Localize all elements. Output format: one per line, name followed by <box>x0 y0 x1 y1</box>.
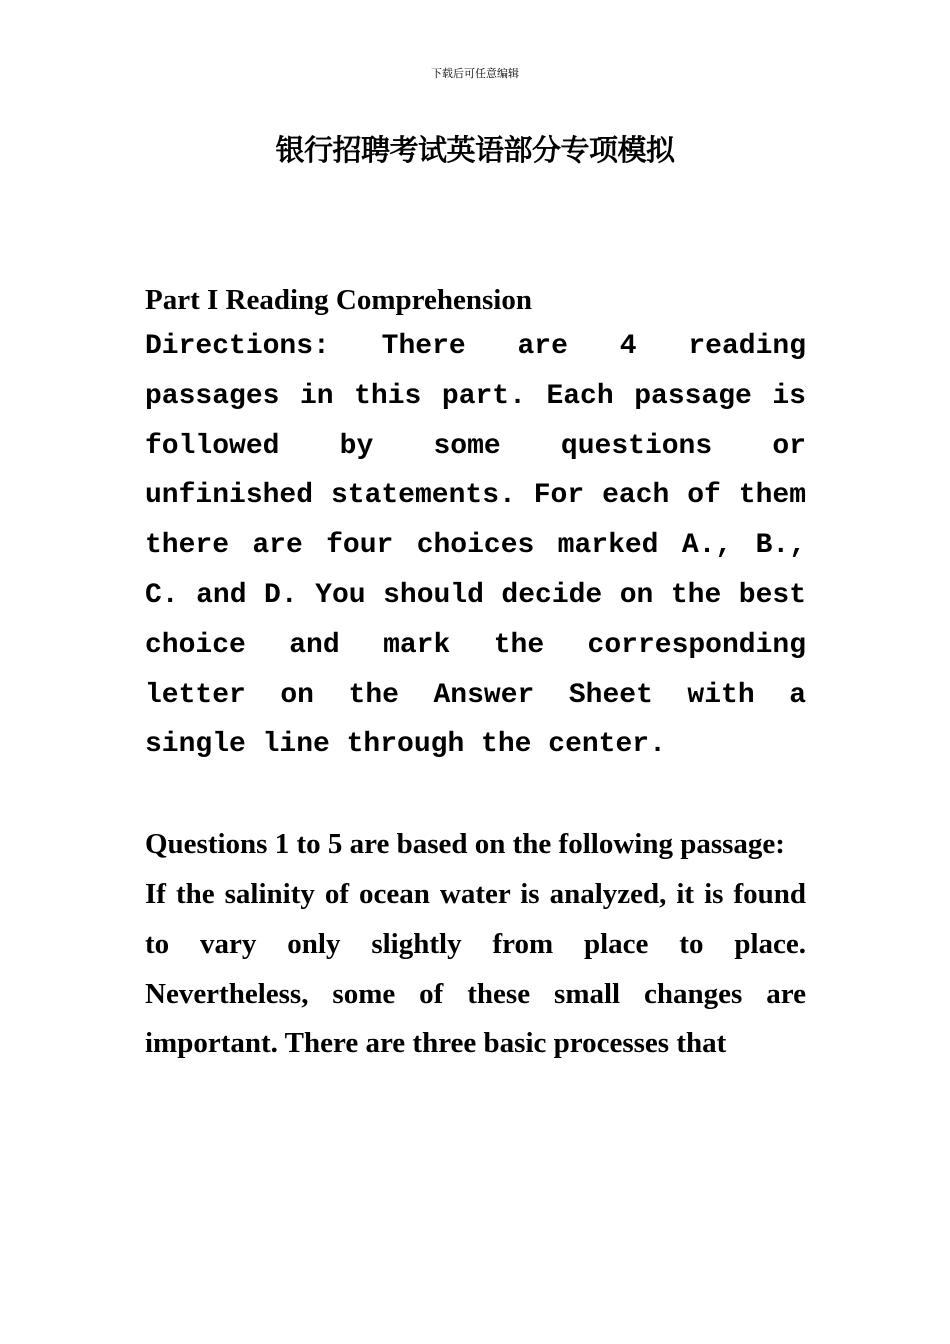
document-body <box>145 278 806 1069</box>
questions-intro: Questions 1 to 5 are based on the following passage: <box>145 828 785 861</box>
directions-paragraph: Directions: There are 4 reading passages in this part. Each passage is followed by some questions or unfinished statements. For each of them there are four choices marked A., B., C. and D. You should decide on the best choice and mark the corresponding letter on the Answer Sheet with a single line through the center. <box>145 331 806 761</box>
part-heading: Part I Reading Comprehension <box>145 284 532 316</box>
document-title: 银行招聘考试英语部分专项模拟 <box>275 133 675 167</box>
passage-paragraph: If the salinity of ocean water is analyzed, it is found to vary only slightly from place to place. Nevertheless, some of these small changes are important. There are three basic processes that <box>145 877 806 1060</box>
paragraph-spacer <box>145 770 806 820</box>
header-note: 下载后可任意编辑 <box>431 67 519 80</box>
